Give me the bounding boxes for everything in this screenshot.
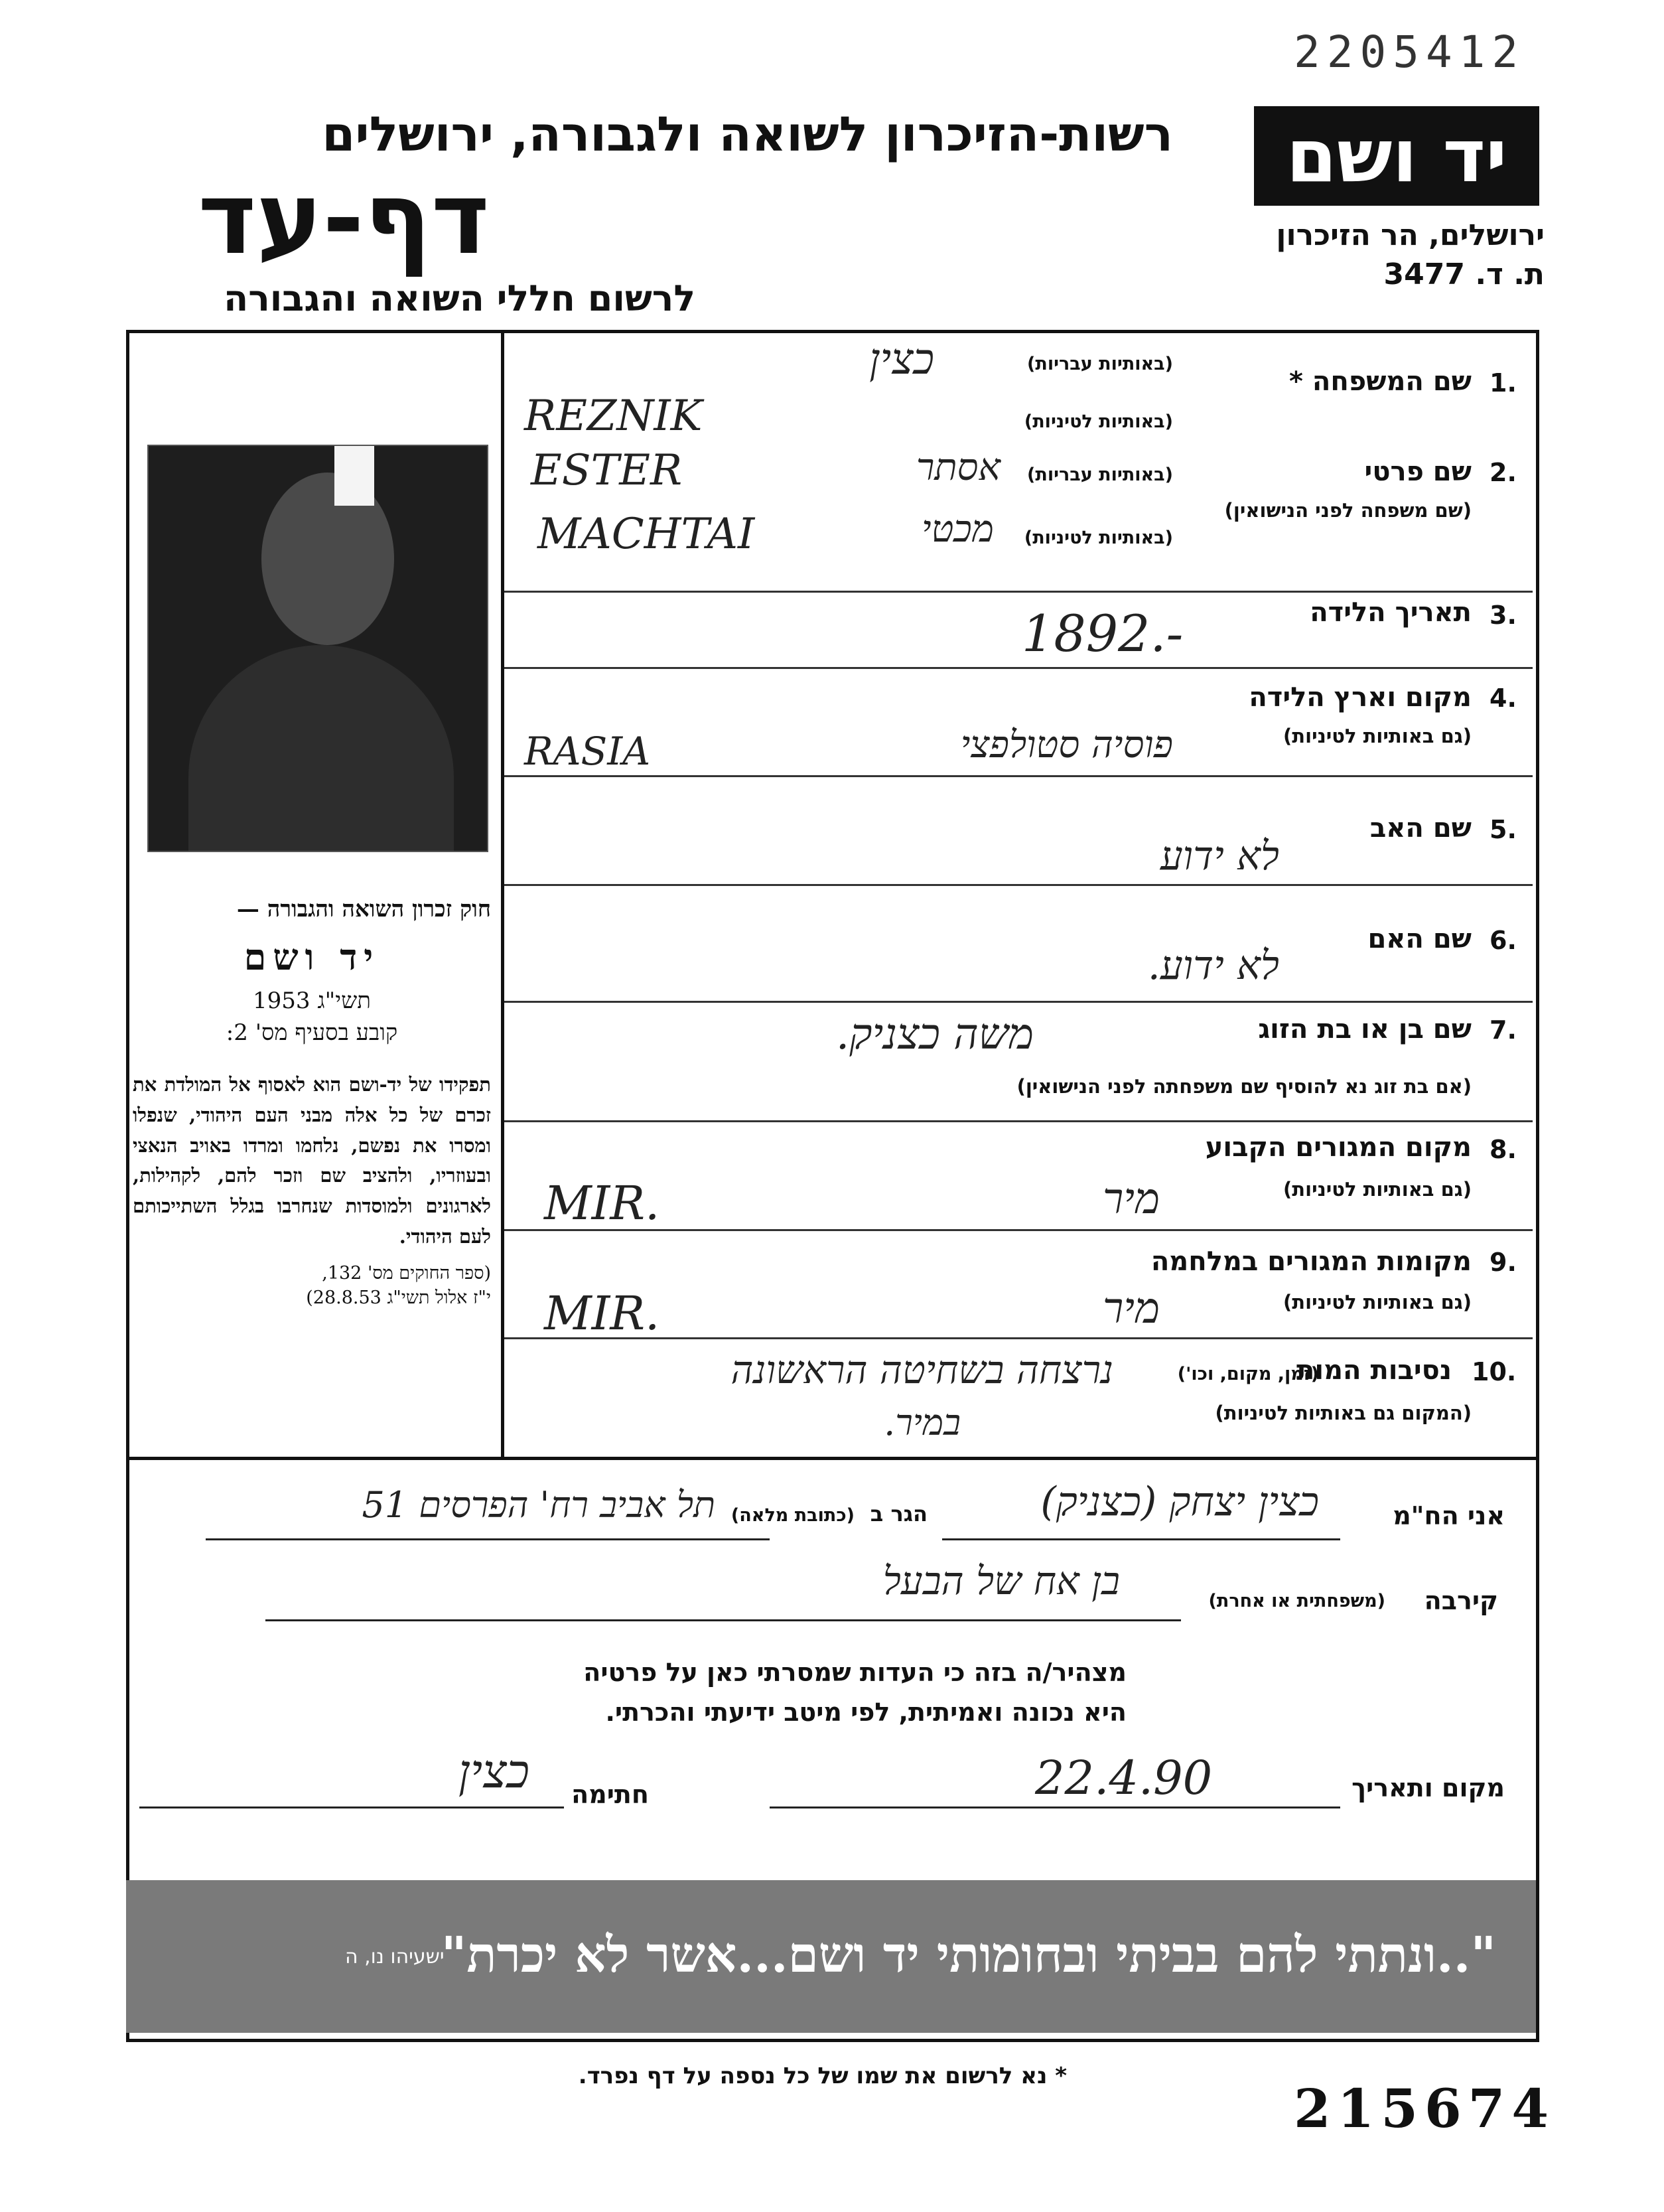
row-divider [504, 1001, 1533, 1003]
field-10-label: נסיבות המות [1296, 1355, 1452, 1386]
declarant-address[interactable]: תל אביב רח' הפרסים 51 [362, 1484, 715, 1526]
victim-photo [147, 445, 488, 852]
field-4-number: 4. [1490, 684, 1517, 713]
banner-quote: "..ונתתי להם בביתי ובחומותי יד ושם...אשר לא יכרת" [441, 1927, 1496, 1984]
address-underline [206, 1538, 770, 1540]
field-2-value-hebrew[interactable]: אסתר [916, 446, 1001, 489]
address-hint: (כתובת מלאה) [730, 1505, 855, 1526]
field-8-value-latin[interactable]: MIR. [544, 1176, 660, 1230]
row-divider [504, 591, 1533, 593]
law-title: חוק זכרון השואה והגבורה — [236, 896, 491, 922]
section-divider [126, 1457, 1536, 1460]
field-10-value-line-2[interactable]: במיר. [884, 1402, 961, 1443]
declarant-name[interactable]: כצין יצחק (כצניק) [1040, 1479, 1319, 1525]
field-1-value-hebrew[interactable]: כצין [869, 335, 934, 384]
declarant-label: אני הח"מ [1393, 1501, 1505, 1530]
field-5-value[interactable]: לא ידוע [1160, 833, 1279, 879]
field-7-value[interactable]: משה כצניק. [835, 1010, 1034, 1059]
law-reference-1: (ספר החוקים מס' 132, [322, 1262, 491, 1284]
row-divider [504, 775, 1533, 777]
photo-body-shape [188, 645, 454, 852]
field-6-label: שם האם [1367, 924, 1472, 954]
field-2-hint-hebrew: (באותיות עבריות) [1027, 465, 1173, 485]
field-4-sublabel: (גם באותיות לטיניות) [1283, 725, 1472, 747]
signature-label: חתימה [571, 1780, 649, 1809]
field-9-label: מקומות המגורים במלחמה [1150, 1246, 1472, 1277]
statement-line-1: מצהיר/ה בזה כי העדות שמסרתי כאן על פרטיה [583, 1658, 1127, 1687]
field-5-number: 5. [1490, 815, 1517, 844]
field-7-label: שם בן או בת הזוג [1258, 1014, 1472, 1045]
law-text: תפקידו של יד-ושם הוא לאסוף אל המולדת את זכרם של כל אלה מבני העם היהודי, שנפלו ומסרו את נפשם, נלחמו ומרדו באויב הנאצי ובעוזריו, ולהציב שם וזכר להם, לקהילות, לארגונים ולמוסדות שנחרבו בגלל השתייכותם לעם היהודי. [133, 1073, 491, 1248]
footnote: * נא לרשום את שמו של כל נספה על דף נפרד. [578, 2063, 1067, 2089]
row-divider [504, 667, 1533, 669]
field-10-value-line-1[interactable]: נרצחה בשחיטה הראשונה [730, 1347, 1113, 1392]
organization-name: רשות-הזיכרון לשואה ולגבורה, ירושלים [322, 106, 1173, 162]
field-1-hint-latin: (באותיות לטיניות) [1024, 411, 1173, 432]
row-divider [504, 884, 1533, 886]
address-line-2: ת. ד. 3477 [1383, 258, 1545, 292]
field-2-maiden-latin[interactable]: MACHTAI [537, 510, 755, 559]
statement-line-2: היא נכונה ואמיתית, לפי מיטב ידיעתי והכרתי. [605, 1698, 1127, 1727]
place-date-label: מקום ותאריך [1352, 1773, 1505, 1803]
banner-source: ישעיהו נו, ה [345, 1945, 445, 1968]
law-sidebar [133, 896, 491, 1308]
law-name: יד ושם [243, 936, 380, 978]
form-title: דף-עד [198, 161, 490, 277]
relation-hint: (משפחתית או אחרת) [1208, 1591, 1385, 1611]
field-2-label: שם פרטי [1364, 457, 1472, 487]
field-10-hint: (זמן, מקום, וכו') [1177, 1364, 1319, 1384]
field-6-number: 6. [1490, 926, 1517, 955]
field-10-number: 10. [1472, 1357, 1517, 1386]
field-9-value-latin[interactable]: MIR. [544, 1286, 660, 1341]
field-2-maiden-hebrew[interactable]: מכטי [921, 508, 994, 551]
law-reference-2: י"ז אלול תשי"ג 28.8.53) [306, 1287, 491, 1308]
field-3-number: 3. [1490, 601, 1517, 630]
relation-underline [265, 1619, 1181, 1621]
signature-underline [139, 1806, 564, 1808]
field-4-label: מקום וארץ הלידה [1249, 682, 1472, 713]
serial-number-top: 2205412 [1294, 27, 1525, 78]
field-3-value[interactable]: 1892.- [1022, 604, 1184, 663]
field-8-value-hebrew[interactable]: מיר [1102, 1175, 1160, 1224]
field-10-sublabel: (המקום גם באותיות לטיניות) [1215, 1402, 1472, 1424]
field-9-value-hebrew[interactable]: מיר [1102, 1284, 1160, 1333]
field-8-sublabel: (גם באותיות לטיניות) [1283, 1178, 1472, 1201]
field-1-hint-hebrew: (באותיות עבריות) [1027, 354, 1173, 374]
address-block [1276, 216, 1545, 295]
yad-vashem-logo: יד ושם [1254, 106, 1539, 206]
field-8-number: 8. [1490, 1135, 1517, 1164]
field-1-label: שם המשפחה * [1289, 366, 1472, 397]
resides-label: הגר ב [870, 1501, 928, 1526]
field-9-number: 9. [1490, 1248, 1517, 1277]
declarant-underline [942, 1538, 1340, 1540]
quote-banner [126, 1880, 1536, 2033]
row-divider [504, 1120, 1533, 1122]
law-clause: קובע בסעיף מס' 2: [226, 1019, 398, 1046]
law-year: תשי"ג 1953 [253, 988, 371, 1014]
photo-tear [334, 446, 374, 506]
field-2-value-latin[interactable]: ESTER [531, 446, 683, 495]
field-4-value-hebrew[interactable]: פוסיה סטולפצי [960, 723, 1173, 767]
field-9-sublabel: (גם באותיות לטיניות) [1283, 1291, 1472, 1313]
field-7-sublabel: (אם בת זוג נא להוסיף שם משפחתה לפני הנישואין) [1016, 1075, 1472, 1098]
relation-value[interactable]: בן אח של הבעל [882, 1558, 1120, 1603]
field-3-label: תאריך הלידה [1310, 597, 1472, 628]
place-date-value[interactable]: 22.4.90 [1035, 1751, 1213, 1805]
field-2-number: 2. [1490, 458, 1517, 487]
place-date-underline [770, 1806, 1340, 1808]
field-1-value-latin[interactable]: REZNIK [524, 392, 703, 441]
field-1-number: 1. [1490, 368, 1517, 398]
field-2-sublabel: (שם משפחה לפני הנישואין) [1224, 499, 1472, 522]
column-divider [501, 330, 504, 1458]
field-8-label: מקום המגורים הקבוע [1205, 1132, 1472, 1163]
relation-label: קירבה [1424, 1586, 1498, 1615]
field-7-number: 7. [1490, 1015, 1517, 1045]
photo-face-shape [261, 473, 394, 645]
field-6-value[interactable]: לא ידוע. [1147, 942, 1279, 989]
field-4-value-latin[interactable]: RASIA [524, 729, 651, 774]
form-subtitle: לרשום חללי השואה והגבורה [224, 277, 695, 319]
address-line-1: ירושלים, הר הזיכרון [1276, 218, 1545, 252]
field-5-label: שם האב [1369, 813, 1472, 844]
signature[interactable]: כצין [458, 1744, 529, 1799]
serial-number-bottom: 215674 [1294, 2077, 1555, 2140]
field-2-hint-latin: (באותיות לטיניות) [1024, 528, 1173, 548]
